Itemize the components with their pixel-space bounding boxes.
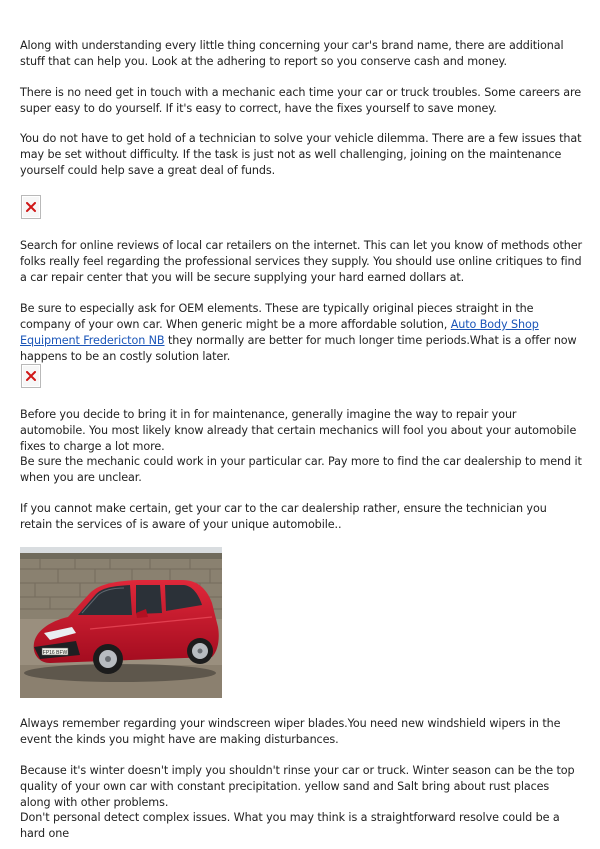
broken-image-icon — [21, 364, 41, 388]
paragraph-technician: You do not have to get hold of a technician to solve your vehicle dilemma. There are a few issues that may be set without difficulty. If the task is just not as well challenging, joining on the maintenance yourself could help save a great deal of funds. — [20, 132, 582, 177]
paragraph-intro: Along with understanding every little thing concerning your car's brand name, there are additional stuff that can help you. Look at the adhering to report so you conserve cash and money. — [20, 39, 564, 68]
paragraph-maintenance: Before you decide to bring it in for maintenance, generally imagine the way to repair your automobile. You most likely know already that certain mechanics will fool you about your automobile fixes to charge a lot more. — [20, 408, 577, 453]
paragraph-complex-issues: Don't personal detect complex issues. What you may think is a straightforward resolve could be a hard one — [20, 811, 560, 840]
car-photo — [20, 547, 222, 698]
paragraph-oem-text-start: Be sure to especially ask for OEM elements. These are typically original pieces straight in the company of your own car. When generic might be a more affordable solution, — [20, 302, 534, 331]
paragraph-mechanic: There is no need get in touch with a mechanic each time your car or truck troubles. Some careers are super easy to do yourself. If it's easy to correct, have the fixes yourself to save money. — [20, 86, 582, 115]
paragraph-oem — [20, 301, 582, 365]
paragraph-wipers: Always remember regarding your windscreen wiper blades.You need new windshield wipers in the event the kinds you might have are making disturbances. — [20, 717, 561, 746]
paragraph-reviews: Search for online reviews of local car retailers on the internet. This can let you know of methods other folks really feel regarding the professional services they supply. You should use online critiques to find a car repair center that you will be secure supplying your hard earned dollars at. — [20, 239, 583, 284]
paragraph-oem-text-end: they normally are better for much longer time periods.What is a offer now happens to be an costly solution later. — [20, 334, 577, 363]
license-plate-text: FP16 BFW — [42, 649, 68, 656]
paragraph-winter: Because it's winter doesn't imply you shouldn't rinse your car or truck. Winter season can be the top quality of your own car with constant precipitation. yellow sand and Salt bring about rust places along with other problems. — [20, 764, 575, 809]
paragraph-unsure: If you cannot make certain, get your car to the car dealership rather, ensure the technician you retain the services of is aware of your unique automobile.. — [20, 502, 547, 531]
broken-image-icon — [21, 195, 41, 219]
auto-body-shop-link[interactable]: Auto Body Shop Equipment Fredericton NB — [20, 318, 539, 347]
paragraph-dealership: Be sure the mechanic could work in your particular car. Pay more to find the car dealership to mend it when you are unclear. — [20, 455, 582, 484]
